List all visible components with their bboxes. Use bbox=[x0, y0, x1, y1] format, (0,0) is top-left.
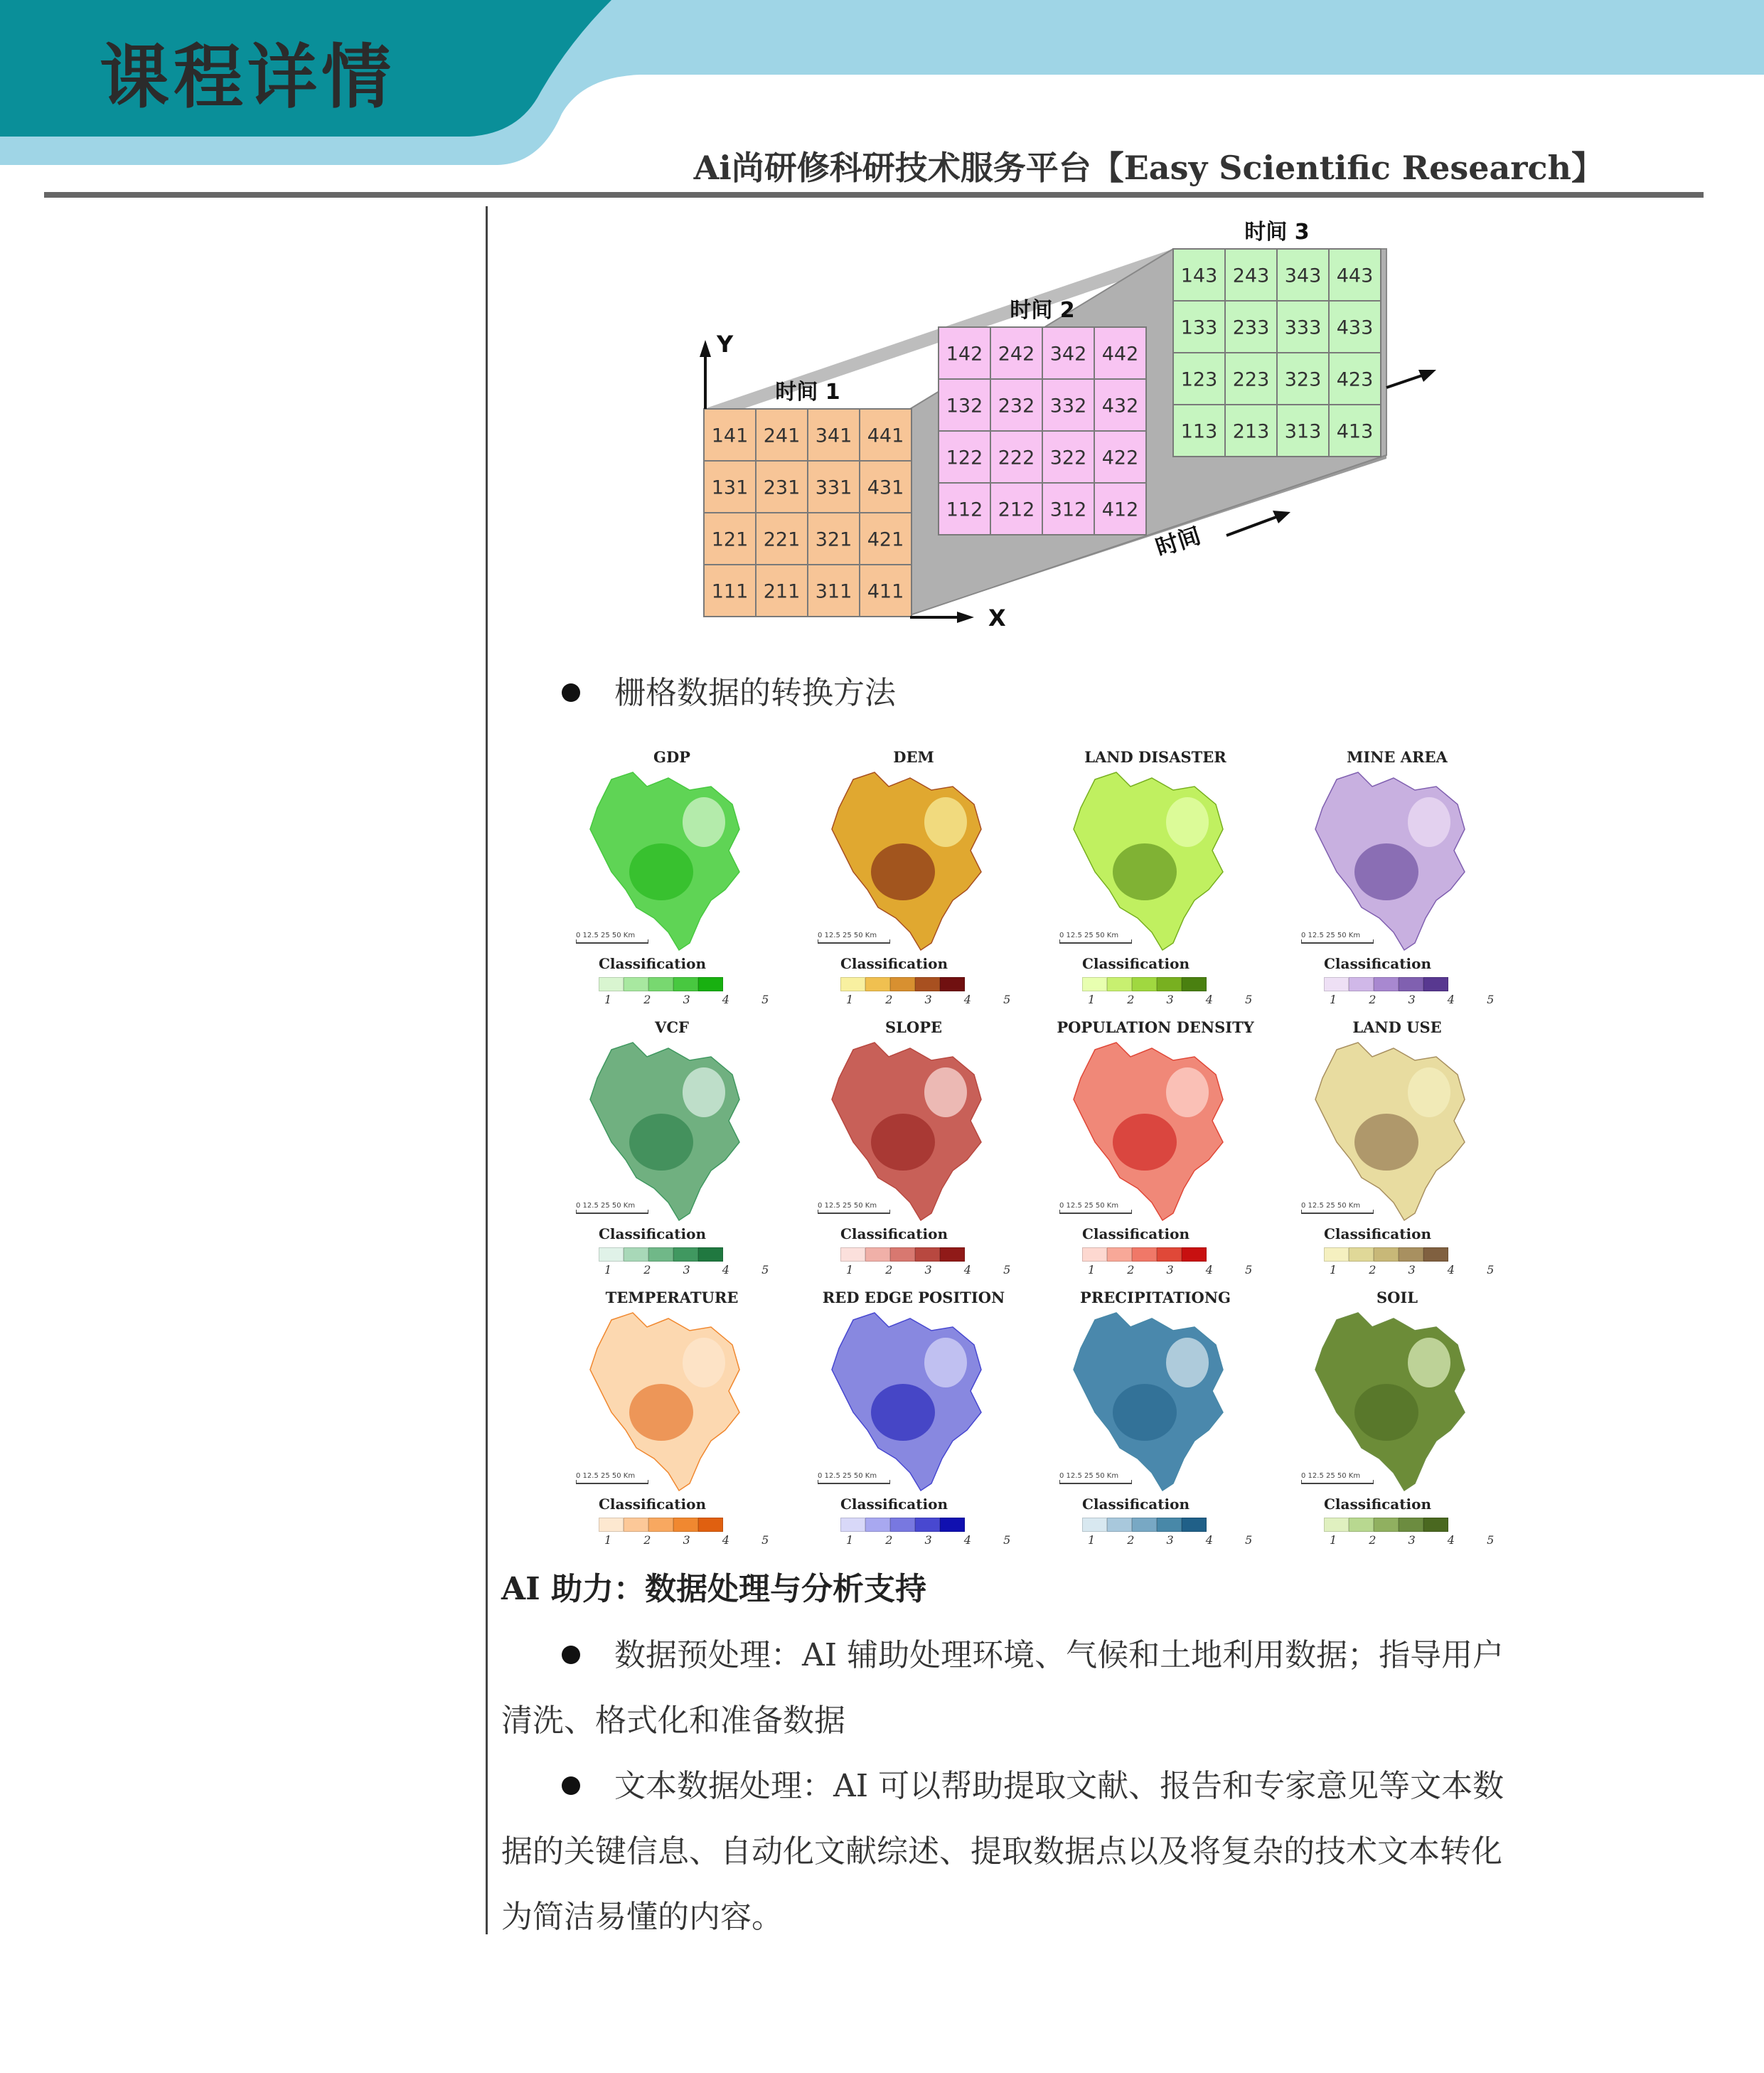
grid-cell-value: 122 bbox=[946, 447, 983, 469]
legend-numbers: 1 2 3 4 5 bbox=[846, 1263, 1025, 1277]
map-soil bbox=[1280, 1280, 1514, 1549]
legend-swatch bbox=[940, 1518, 965, 1532]
legend-swatch bbox=[890, 977, 915, 991]
grid-cell-value: 443 bbox=[1336, 265, 1374, 287]
grid-cell-value: 211 bbox=[763, 580, 801, 603]
legend-swatch bbox=[624, 1518, 648, 1532]
legend-swatch bbox=[915, 1518, 940, 1532]
legend-numbers: 1 2 3 4 5 bbox=[1330, 1263, 1509, 1277]
classification-label: Classification bbox=[1324, 1225, 1431, 1242]
legend-numbers: 1 2 3 4 5 bbox=[1088, 1263, 1267, 1277]
classification-legend bbox=[840, 977, 965, 990]
map-population-density bbox=[1038, 1010, 1273, 1279]
grid-cell-value: 432 bbox=[1101, 395, 1139, 417]
classification-label: Classification bbox=[1324, 955, 1431, 972]
grid-cell-value: 212 bbox=[998, 499, 1035, 521]
legend-swatch bbox=[1082, 1518, 1107, 1532]
grid-cell-value: 343 bbox=[1284, 265, 1322, 287]
x-axis-label: X bbox=[988, 604, 1006, 632]
legend-swatch bbox=[624, 977, 648, 991]
legend-swatch bbox=[698, 1518, 723, 1532]
legend-swatch bbox=[1107, 1247, 1132, 1262]
grid-cell-value: 143 bbox=[1180, 265, 1218, 287]
space-time-cube-figure bbox=[668, 206, 1458, 640]
legend-swatch bbox=[1157, 977, 1182, 991]
map-scale-bar: 0 12.5 25 50 Km bbox=[1059, 1202, 1132, 1214]
legend-numbers: 1 2 3 4 5 bbox=[604, 1263, 784, 1277]
legend-swatch bbox=[1349, 977, 1374, 991]
legend-swatch bbox=[1399, 1518, 1423, 1532]
grid-cell-value: 123 bbox=[1180, 368, 1218, 391]
classification-legend bbox=[1082, 977, 1207, 990]
legend-swatch bbox=[840, 1518, 865, 1532]
map-land-use bbox=[1280, 1010, 1514, 1279]
legend-swatch bbox=[624, 1247, 648, 1262]
legend-swatch bbox=[599, 977, 624, 991]
legend-swatch bbox=[915, 1247, 940, 1262]
legend-numbers: 1 2 3 4 5 bbox=[1088, 993, 1267, 1006]
legend-swatch bbox=[1349, 1247, 1374, 1262]
legend-swatch bbox=[1132, 977, 1157, 991]
classification-label: Classification bbox=[840, 955, 948, 972]
classification-label: Classification bbox=[840, 1496, 948, 1513]
thematic-maps-grid bbox=[555, 740, 1509, 1547]
grid-cell-value: 213 bbox=[1232, 420, 1270, 443]
grid-cell-value: 433 bbox=[1336, 316, 1374, 339]
legend-swatch bbox=[1182, 977, 1207, 991]
grid-cell-value: 323 bbox=[1284, 368, 1322, 391]
map-image bbox=[1052, 1306, 1237, 1498]
time-label-1: 时间 1 bbox=[775, 380, 840, 405]
time-label-2: 时间 2 bbox=[1010, 298, 1075, 323]
map-image bbox=[811, 765, 995, 957]
grid-cell-value: 321 bbox=[815, 528, 852, 551]
bullet-dot bbox=[562, 1646, 580, 1664]
legend-swatch bbox=[1324, 1247, 1349, 1262]
legend-swatch bbox=[865, 977, 890, 991]
classification-legend bbox=[599, 1247, 723, 1260]
legend-swatch bbox=[1423, 977, 1448, 991]
legend-swatch bbox=[698, 1247, 723, 1262]
legend-swatch bbox=[1399, 1247, 1423, 1262]
x-dir-arrow bbox=[1418, 370, 1436, 382]
map-image bbox=[1052, 1035, 1237, 1227]
grid-cell-value: 222 bbox=[998, 447, 1035, 469]
grid-cell-value: 441 bbox=[867, 425, 904, 447]
map-scale-bar: 0 12.5 25 50 Km bbox=[576, 1472, 648, 1484]
map-title: RED EDGE POSITION bbox=[822, 1289, 1005, 1306]
map-red-edge-position bbox=[796, 1280, 1031, 1549]
map-scale-bar: 0 12.5 25 50 Km bbox=[1301, 1202, 1374, 1214]
grid-cell-value: 112 bbox=[946, 499, 983, 521]
legend-swatch bbox=[1374, 1247, 1399, 1262]
classification-legend bbox=[1082, 1247, 1207, 1260]
legend-swatch bbox=[865, 1518, 890, 1532]
grid-cell-value: 412 bbox=[1101, 499, 1139, 521]
paragraph-text: 数据预处理：AI 辅助处理环境、气候和土地利用数据；指导用户 bbox=[614, 1637, 1504, 1673]
paragraph-text-processing-line3: 为简洁易懂的内容。 bbox=[501, 1899, 783, 1935]
map-image bbox=[569, 765, 754, 957]
classification-legend bbox=[1324, 977, 1448, 990]
map-precipitationg bbox=[1038, 1280, 1273, 1549]
legend-swatch bbox=[890, 1518, 915, 1532]
paragraph-text-processing-line1 bbox=[501, 1760, 1504, 1806]
classification-label: Classification bbox=[599, 1225, 706, 1242]
legend-swatch bbox=[1132, 1247, 1157, 1262]
grid-cell-value: 421 bbox=[867, 528, 904, 551]
map-gdp bbox=[555, 740, 789, 1008]
legend-swatch bbox=[1182, 1518, 1207, 1532]
map-scale-bar: 0 12.5 25 50 Km bbox=[1059, 932, 1132, 944]
map-image bbox=[1294, 1035, 1479, 1227]
legend-swatch bbox=[915, 977, 940, 991]
y-axis-arrow bbox=[700, 340, 711, 357]
map-image bbox=[1294, 765, 1479, 957]
grid-cell-value: 333 bbox=[1284, 316, 1322, 339]
map-image bbox=[1294, 1306, 1479, 1498]
classification-label: Classification bbox=[1082, 1496, 1190, 1513]
grid-cell-value: 142 bbox=[946, 343, 983, 366]
grid-cell-value: 342 bbox=[1049, 343, 1087, 366]
left-column-rule bbox=[486, 206, 488, 1934]
paragraph-text-processing-line2: 据的关键信息、自动化文献综述、提取数据点以及将复杂的技术文本转化 bbox=[501, 1833, 1502, 1870]
legend-swatch bbox=[1374, 977, 1399, 991]
classification-label: Classification bbox=[840, 1225, 948, 1242]
grid-cell-value: 221 bbox=[763, 528, 801, 551]
legend-swatch bbox=[1157, 1247, 1182, 1262]
grid-cell-value: 332 bbox=[1049, 395, 1087, 417]
map-scale-bar: 0 12.5 25 50 Km bbox=[576, 932, 648, 944]
map-title: LAND USE bbox=[1352, 1018, 1442, 1036]
legend-numbers: 1 2 3 4 5 bbox=[1330, 993, 1509, 1006]
map-scale-bar: 0 12.5 25 50 Km bbox=[818, 932, 890, 944]
legend-swatch bbox=[599, 1247, 624, 1262]
grid-cell-value: 141 bbox=[711, 425, 749, 447]
grid-cell-value: 233 bbox=[1232, 316, 1270, 339]
grid-cell-value: 243 bbox=[1232, 265, 1270, 287]
grid-cell-value: 241 bbox=[763, 425, 801, 447]
map-land-disaster bbox=[1038, 740, 1273, 1008]
classification-legend bbox=[840, 1518, 965, 1530]
grid-cell-value: 341 bbox=[815, 425, 852, 447]
legend-swatch bbox=[1423, 1247, 1448, 1262]
bullet-raster-conversion bbox=[562, 667, 896, 713]
classification-label: Classification bbox=[1082, 1225, 1190, 1242]
legend-swatch bbox=[890, 1247, 915, 1262]
map-temperature bbox=[555, 1280, 789, 1549]
y-axis-label: Y bbox=[717, 331, 734, 358]
legend-swatch bbox=[1324, 977, 1349, 991]
time-axis-label: 时间 bbox=[1152, 521, 1204, 562]
map-title: SLOPE bbox=[884, 1018, 943, 1036]
grid-cell-value: 322 bbox=[1049, 447, 1087, 469]
legend-swatch bbox=[1349, 1518, 1374, 1532]
legend-swatch bbox=[940, 1247, 965, 1262]
legend-swatch bbox=[648, 977, 673, 991]
classification-label: Classification bbox=[1082, 955, 1190, 972]
legend-swatch bbox=[1107, 1518, 1132, 1532]
legend-swatch bbox=[599, 1518, 624, 1532]
classification-legend bbox=[599, 977, 723, 990]
grid-cell-value: 242 bbox=[998, 343, 1035, 366]
map-dem bbox=[796, 740, 1031, 1008]
paragraph-preprocessing-line2: 清洗、格式化和准备数据 bbox=[501, 1702, 845, 1739]
legend-swatch bbox=[1132, 1518, 1157, 1532]
grid-cell-value: 113 bbox=[1180, 420, 1218, 443]
x-dir-line bbox=[1386, 375, 1422, 388]
paragraph-preprocessing-line1 bbox=[501, 1629, 1504, 1675]
map-title: DEM bbox=[893, 748, 934, 766]
legend-swatch bbox=[1399, 977, 1423, 991]
grid-cell-value: 413 bbox=[1336, 420, 1374, 443]
grid-cell-value: 232 bbox=[998, 395, 1035, 417]
map-image bbox=[569, 1035, 754, 1227]
legend-swatch bbox=[673, 1247, 698, 1262]
map-image bbox=[811, 1035, 995, 1227]
classification-legend bbox=[1082, 1518, 1207, 1530]
legend-numbers: 1 2 3 4 5 bbox=[604, 993, 784, 1006]
map-slope bbox=[796, 1010, 1031, 1279]
map-image bbox=[1052, 765, 1237, 957]
classification-legend bbox=[1324, 1518, 1448, 1530]
legend-numbers: 1 2 3 4 5 bbox=[846, 1533, 1025, 1547]
legend-swatch bbox=[1082, 1247, 1107, 1262]
legend-swatch bbox=[1107, 977, 1132, 991]
grid-cell-value: 121 bbox=[711, 528, 749, 551]
time-label-3: 时间 3 bbox=[1244, 220, 1310, 245]
grid-cell-value: 311 bbox=[815, 580, 852, 603]
legend-swatch bbox=[840, 977, 865, 991]
legend-swatch bbox=[1423, 1518, 1448, 1532]
map-scale-bar: 0 12.5 25 50 Km bbox=[1301, 1472, 1374, 1484]
classification-legend bbox=[599, 1518, 723, 1530]
classification-label: Classification bbox=[599, 955, 706, 972]
map-title: VCF bbox=[655, 1018, 689, 1036]
map-scale-bar: 0 12.5 25 50 Km bbox=[1059, 1472, 1132, 1484]
grid-cell-value: 423 bbox=[1336, 368, 1374, 391]
grid-cell-value: 312 bbox=[1049, 499, 1087, 521]
map-title: MINE AREA bbox=[1347, 748, 1448, 766]
grid-cell-value: 331 bbox=[815, 476, 852, 499]
map-title: PRECIPITATIONG bbox=[1080, 1289, 1231, 1306]
time-axis-line bbox=[1226, 517, 1276, 535]
grid-cell-value: 231 bbox=[763, 476, 801, 499]
section-heading: AI 助力：数据处理与分析支持 bbox=[501, 1571, 927, 1607]
paragraph-text: 文本数据处理：AI 可以帮助提取文献、报告和专家意见等文本数 bbox=[614, 1768, 1504, 1804]
grid-cell-value: 442 bbox=[1101, 343, 1139, 366]
grid-cell-value: 223 bbox=[1232, 368, 1270, 391]
map-scale-bar: 0 12.5 25 50 Km bbox=[818, 1202, 890, 1214]
bullet-text: 栅格数据的转换方法 bbox=[614, 675, 896, 711]
map-scale-bar: 0 12.5 25 50 Km bbox=[576, 1202, 648, 1214]
map-title: LAND DISASTER bbox=[1084, 748, 1226, 766]
legend-swatch bbox=[1324, 1518, 1349, 1532]
legend-swatch bbox=[1374, 1518, 1399, 1532]
grid-cell-value: 111 bbox=[711, 580, 749, 603]
legend-swatch bbox=[1182, 1247, 1207, 1262]
map-title: GDP bbox=[653, 748, 690, 766]
map-title: TEMPERATURE bbox=[605, 1289, 739, 1306]
grid-cell-value: 422 bbox=[1101, 447, 1139, 469]
header-rule bbox=[44, 192, 1704, 198]
map-image bbox=[811, 1306, 995, 1498]
map-mine-area bbox=[1280, 740, 1514, 1008]
legend-swatch bbox=[698, 977, 723, 991]
classification-legend bbox=[840, 1247, 965, 1260]
map-vcf bbox=[555, 1010, 789, 1279]
legend-swatch bbox=[648, 1247, 673, 1262]
platform-title: Ai尚研修科研技术服务平台【Easy Scientific Research】 bbox=[693, 149, 1604, 187]
grid-cell-value: 411 bbox=[867, 580, 904, 603]
map-title: POPULATION DENSITY bbox=[1057, 1018, 1254, 1036]
legend-swatch bbox=[673, 977, 698, 991]
legend-swatch bbox=[940, 977, 965, 991]
grid-cell-value: 133 bbox=[1180, 316, 1218, 339]
bullet-dot bbox=[562, 683, 580, 702]
legend-numbers: 1 2 3 4 5 bbox=[1088, 1533, 1267, 1547]
map-title: SOIL bbox=[1376, 1289, 1418, 1306]
map-scale-bar: 0 12.5 25 50 Km bbox=[818, 1472, 890, 1484]
map-image bbox=[569, 1306, 754, 1498]
legend-numbers: 1 2 3 4 5 bbox=[846, 993, 1025, 1006]
classification-label: Classification bbox=[599, 1496, 706, 1513]
classification-legend bbox=[1324, 1247, 1448, 1260]
classification-label: Classification bbox=[1324, 1496, 1431, 1513]
legend-numbers: 1 2 3 4 5 bbox=[604, 1533, 784, 1547]
legend-swatch bbox=[648, 1518, 673, 1532]
legend-swatch bbox=[1157, 1518, 1182, 1532]
grid-cell-value: 132 bbox=[946, 395, 983, 417]
grid-cell-value: 431 bbox=[867, 476, 904, 499]
legend-numbers: 1 2 3 4 5 bbox=[1330, 1533, 1509, 1547]
page-title: 课程详情 bbox=[100, 37, 396, 118]
grid-cell-value: 313 bbox=[1284, 420, 1322, 443]
grid-cell-value: 131 bbox=[711, 476, 749, 499]
bullet-dot bbox=[562, 1776, 580, 1795]
map-scale-bar: 0 12.5 25 50 Km bbox=[1301, 932, 1374, 944]
legend-swatch bbox=[840, 1247, 865, 1262]
legend-swatch bbox=[865, 1247, 890, 1262]
x-axis-arrow bbox=[957, 612, 974, 623]
legend-swatch bbox=[673, 1518, 698, 1532]
legend-swatch bbox=[1082, 977, 1107, 991]
